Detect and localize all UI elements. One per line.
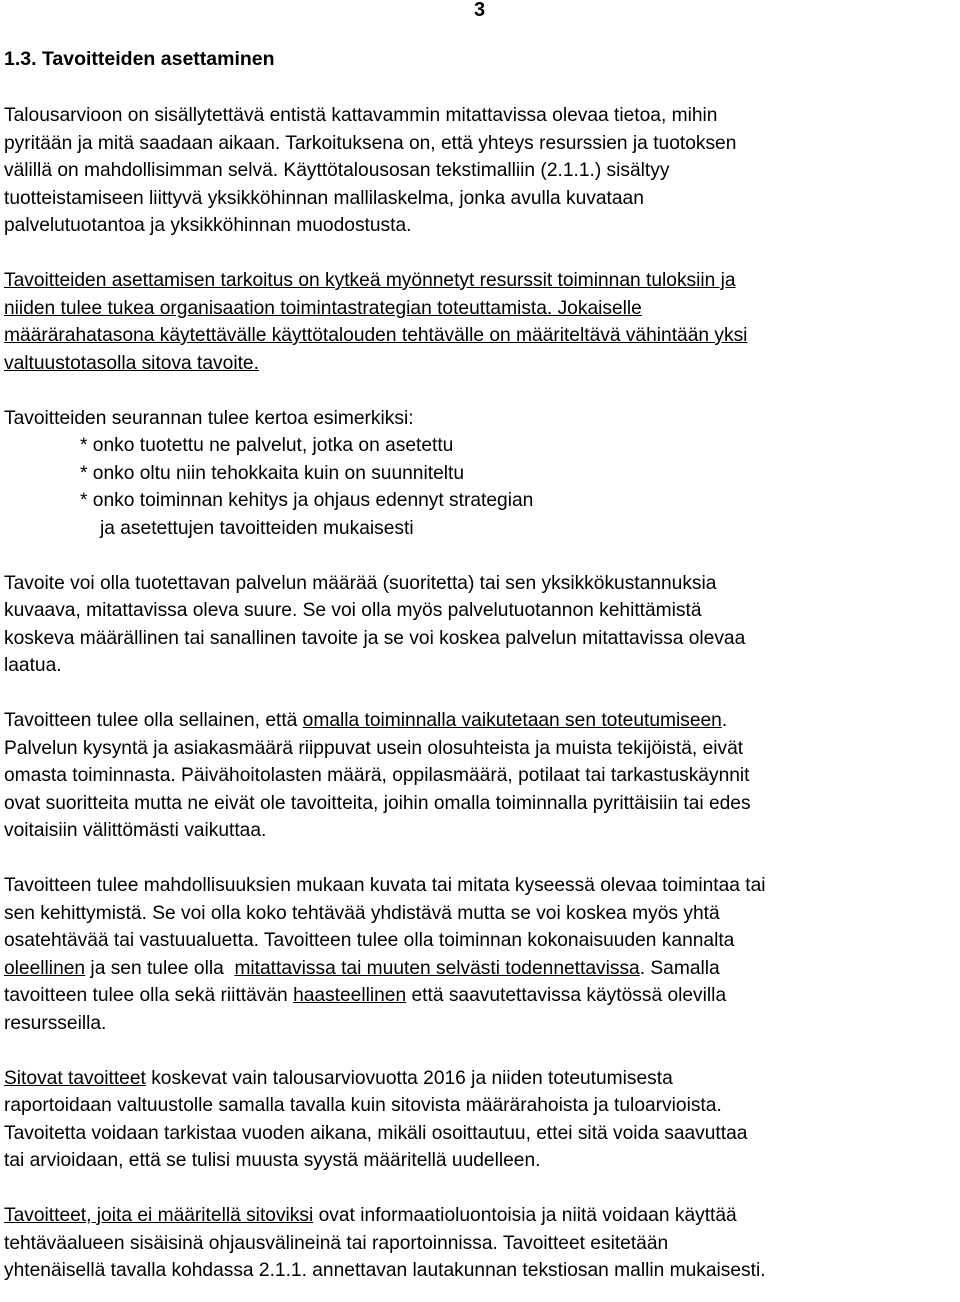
text-line: Tavoite voi olla tuotettavan palvelun määrää (suoritetta) tai sen yksikkökustannuksia <box>4 572 717 594</box>
underlined-text: haasteellinen <box>293 985 407 1006</box>
text-line: resursseilla. <box>4 1012 107 1034</box>
text-line: kuvaava, mitattavissa oleva suure. Se voi olla myös palvelutuotannon kehittämistä <box>4 600 702 621</box>
underlined-text: mitattavissa tai muuten selvästi todennettavissa <box>234 957 640 979</box>
text-line: ovat informaatioluontoisia ja niitä voidaan käyttää <box>313 1205 737 1226</box>
text-line: Tavoitteiden seurannan tulee kertoa esimerkiksi: <box>4 407 414 429</box>
section-heading: 1.3. Tavoitteiden asettaminen <box>4 48 275 70</box>
paragraph-intro <box>4 102 960 240</box>
text-line: koskevat vain talousarviovuotta 2016 ja niiden toteutumisesta <box>145 1067 673 1089</box>
text-line: ovat suoritteita mutta ne eivät ole tavoitteita, joihin omalla toiminnalla pyrittäisiin tai edes <box>4 792 751 814</box>
text-line: Tavoitteen tulee olla sellainen, että <box>4 710 303 731</box>
list-item: * onko toiminnan kehitys ja ohjaus edennyt strategian <box>80 490 534 511</box>
text-line: tai arvioidaan, että se tulisi muusta syystä määritellä uudelleen. <box>4 1150 541 1171</box>
list-item: * onko oltu niin tehokkaita kuin on suunniteltu <box>80 462 465 484</box>
text-line: Palvelun kysyntä ja asiakasmäärä riippuvat usein olosuhteista ja muista tekijöistä, eivät <box>4 737 744 759</box>
underlined-text: oleellinen <box>4 957 86 979</box>
text-line: pyritään ja mitä saadaan aikaan. Tarkoituksena on, että yhteys resurssien ja tuotoksen <box>4 132 737 154</box>
text-line: että saavutettavissa käytössä olevilla <box>406 985 727 1006</box>
text-line: raportoidaan valtuustolle samalla tavalla kuin sitovista määrärahoista ja tuloarvioista. <box>4 1095 722 1116</box>
follow-up-list <box>4 432 960 542</box>
paragraph-influence <box>4 707 960 845</box>
text-line: laatua. <box>4 655 62 676</box>
list-item: ja asetettujen tavoitteiden mukaisesti <box>100 517 414 539</box>
document-body <box>4 102 960 1285</box>
text-line: Tavoitteen tulee mahdollisuuksien mukaan kuvata tai mitata kyseessä olevaa toimintaa tai <box>4 875 766 896</box>
text-line: omasta toiminnasta. Päivähoitolasten määrä, oppilasmäärä, potilaat tai tarkastuskäynnit <box>4 765 750 786</box>
text-line: tuotteistamiseen liittyvä yksikköhinnan mallilaskelma, jonka avulla kuvataan <box>4 187 644 209</box>
underlined-text: Jokaiselle <box>552 297 642 319</box>
paragraph-non-binding-goals <box>4 1202 960 1285</box>
paragraph-goal-types <box>4 570 960 680</box>
text-line: koskeva määrällinen tai sanallinen tavoite ja se voi koskea palvelun mitattavissa olevaa <box>4 627 746 649</box>
paragraph-purpose <box>4 267 960 377</box>
paragraph-measurement <box>4 872 960 1037</box>
text-line: voitaisiin välittömästi vaikuttaa. <box>4 820 267 841</box>
underlined-text: määrärahatasona käytettävälle käyttötalouden tehtävälle on määriteltävä vähintään yksi <box>4 325 748 346</box>
text-line: Tavoitetta voidaan tarkistaa vuoden aikana, mikäli osoittautuu, ettei sitä voida saavuttaa <box>4 1122 748 1144</box>
text-line: ja sen tulee olla <box>85 957 235 979</box>
paragraph-follow-up <box>4 405 960 433</box>
underlined-text: Sitovat tavoitteet <box>4 1067 146 1089</box>
page-number: 3 <box>474 0 486 21</box>
text-line: Talousarvioon on sisällytettävä entistä kattavammin mitattavissa olevaa tietoa, mihin <box>4 105 718 126</box>
text-line: . Samalla <box>639 957 720 979</box>
underlined-text: niiden tulee tukea organisaation toimintastrategian toteuttamista. <box>4 297 553 319</box>
list-item: * onko tuotettu ne palvelut, jotka on asetettu <box>80 435 454 456</box>
text-line: välillä on mahdollisimman selvä. Käyttötalousosan tekstimalliin (2.1.1.) sisältyy <box>4 160 670 181</box>
text-line: . <box>721 710 728 731</box>
text-line: palvelutuotantoa ja yksikköhinnan muodostusta. <box>4 215 412 236</box>
underlined-text: Tavoitteet, joita ei määritellä sitoviksi <box>4 1205 314 1226</box>
text-line: osatehtävää tai vastuualuetta. Tavoitteen tulee olla toiminnan kokonaisuuden kannalta <box>4 930 735 951</box>
underlined-text: Tavoitteiden asettamisen tarkoitus on kytkeä myönnetyt resurssit toiminnan tuloksiin ja <box>4 270 736 291</box>
underlined-text: valtuustotasolla sitova tavoite. <box>4 352 259 374</box>
paragraph-binding-goals <box>4 1065 960 1175</box>
text-line: tehtäväalueen sisäisinä ohjausvälineinä tai raportoinnissa. Tavoitteet esitetään <box>4 1232 669 1254</box>
text-line: sen kehittymistä. Se voi olla koko tehtävää yhdistävä mutta se voi koskea myös yhtä <box>4 902 720 924</box>
text-line: tavoitteen tulee olla sekä riittävän <box>4 985 294 1006</box>
underlined-text: omalla toiminnalla vaikutetaan sen toteutumiseen <box>302 710 722 731</box>
text-line: yhtenäisellä tavalla kohdassa 2.1.1. annettavan lautakunnan tekstiosan mallin mukaisesti. <box>4 1260 766 1281</box>
